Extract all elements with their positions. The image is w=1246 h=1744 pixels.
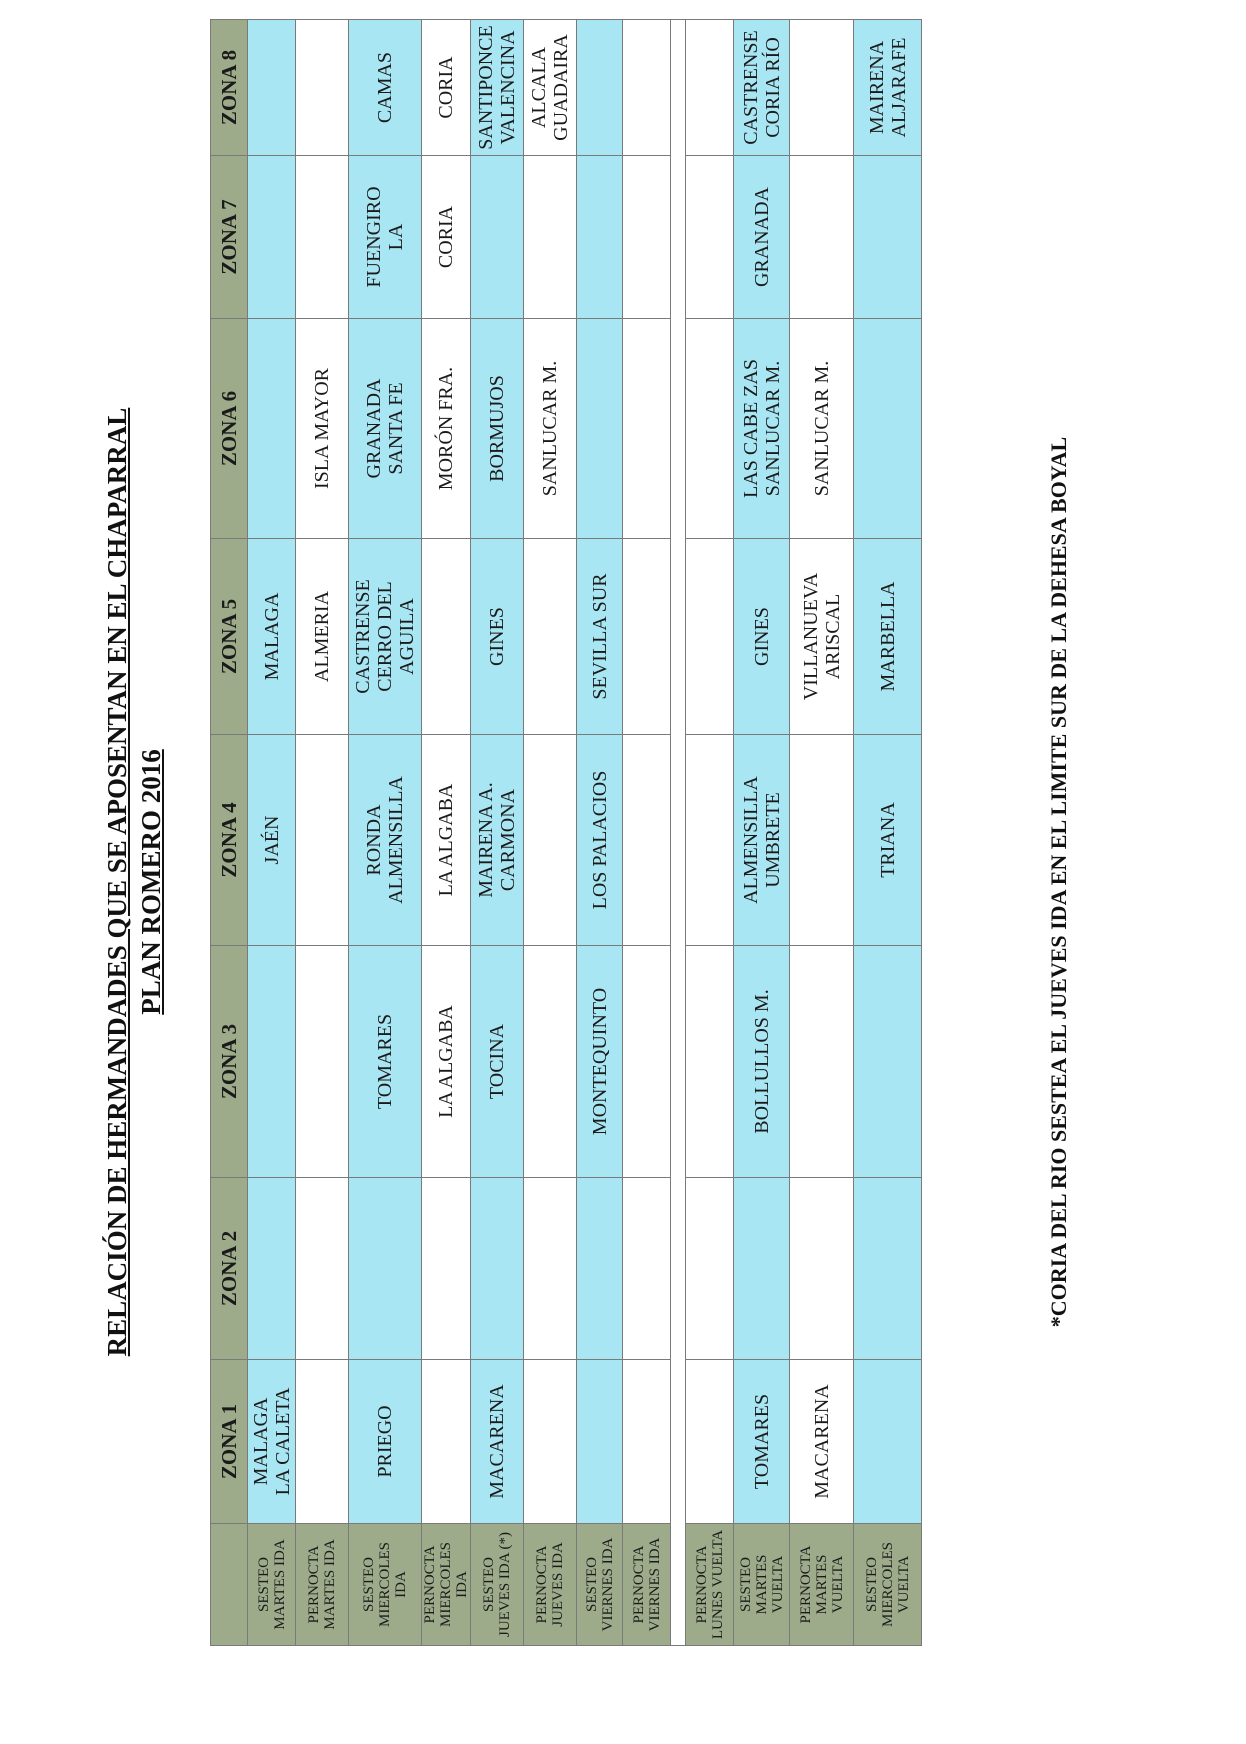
table-cell [248, 1360, 296, 1524]
cell-text: CAMAS [374, 51, 396, 124]
table-cell [248, 539, 296, 735]
table-cell [686, 156, 734, 319]
schedule-row [623, 20, 671, 1646]
table-cell [296, 20, 349, 156]
table-cell [734, 946, 790, 1178]
table-cell [296, 1360, 349, 1524]
cell-text: TOCINA [486, 1023, 508, 1100]
cell-text: CASTRENSE CORIA RÍO [739, 30, 784, 145]
table-cell [296, 1178, 349, 1360]
table-cell [422, 1360, 471, 1524]
table-cell [854, 319, 922, 539]
document-title: RELACIÓN DE HERMANDADES QUE SE APOSENTAN EN EL CHAPARRAL [102, 407, 132, 1357]
table-cell [577, 735, 623, 946]
schedule-row [349, 20, 422, 1646]
cell-text: ALMERIA [311, 590, 333, 683]
row-label [854, 1524, 922, 1646]
cell-text: TOMARES [750, 1393, 773, 1490]
table-cell [577, 20, 623, 156]
zone-header: ZONA 2 [211, 1178, 248, 1360]
row-label-text: SESTEO MIERCOLES IDA [361, 1542, 409, 1628]
cell-text: VILLANUEVA ARISCAL [799, 572, 844, 701]
row-label [296, 1524, 349, 1646]
table-cell [623, 20, 671, 156]
table-cell [422, 20, 471, 156]
cell-text: GINES [750, 607, 773, 666]
zone-header: ZONA 6 [211, 319, 248, 539]
table-cell [524, 1178, 577, 1360]
zone-header: ZONA 5 [211, 539, 248, 735]
table-cell [577, 156, 623, 319]
table-cell [686, 946, 734, 1178]
row-label-text: PERNOCTA MARTES IDA [306, 1539, 338, 1630]
row-label [686, 1524, 734, 1646]
cell-text: BOLLULLOS M. [750, 989, 773, 1134]
table-cell [734, 735, 790, 946]
cell-text: ALCALA GUADAIRA [528, 34, 572, 141]
cell-text: MONTEQUINTO [588, 987, 611, 1136]
cell-text: CASTRENSE CERRO DEL AGUILA [352, 579, 418, 694]
cell-text: CORIA [435, 205, 457, 269]
cell-text: TRIANA [876, 802, 899, 878]
zone-header: ZONA 4 [211, 735, 248, 946]
table-cell [349, 156, 422, 319]
zone-header-row [211, 20, 248, 1646]
table-cell [524, 156, 577, 319]
table-cell [623, 539, 671, 735]
table-cell [248, 20, 296, 156]
schedule-row [471, 20, 524, 1646]
table-cell [790, 1178, 854, 1360]
row-label-text: SESTEO MIERCOLES VUELTA [863, 1542, 912, 1628]
table-cell [524, 319, 577, 539]
table-cell [422, 156, 471, 319]
table-cell [471, 735, 524, 946]
rotated-document-sheet [100, 25, 1104, 1646]
table-cell [790, 319, 854, 539]
cell-text: SANTIPONCE VALENCINA [475, 25, 519, 150]
cell-text: ISLA MAYOR [311, 368, 333, 489]
row-label-text: PERNOCTA MIERCOLES IDA [422, 1542, 470, 1628]
table-cell [686, 1178, 734, 1360]
schedule-table [210, 19, 922, 1646]
schedule-row [577, 20, 623, 1646]
row-label-text: PERNOCTA MARTES VUELTA [797, 1545, 846, 1624]
table-cell [577, 1360, 623, 1524]
cell-text: MORÓN FRA. [435, 366, 457, 491]
table-cell [734, 1360, 790, 1524]
cell-text: ALMENSILLA UMBRETE [739, 776, 784, 904]
table-cell [471, 1360, 524, 1524]
table-cell [734, 539, 790, 735]
cell-text: MACARENA [486, 1384, 508, 1499]
cell-text: MAIRENA A. CARMONA [475, 782, 519, 898]
row-label-text: SESTEO VIERNES IDA [583, 1537, 616, 1632]
cell-text: SEVILLA SUR [588, 573, 611, 700]
table-cell [623, 1178, 671, 1360]
cell-text: MACARENA [810, 1384, 833, 1499]
schedule-row [296, 20, 349, 1646]
row-label [577, 1524, 623, 1646]
table-cell [854, 735, 922, 946]
zone-header: ZONA 3 [211, 946, 248, 1178]
schedule-row [524, 20, 577, 1646]
table-cell [577, 946, 623, 1178]
cell-text: TOMARES [374, 1013, 396, 1110]
table-cell [623, 946, 671, 1178]
table-cell [854, 156, 922, 319]
row-label [471, 1524, 524, 1646]
cell-text: LAS CABE ZAS SANLUCAR M. [739, 359, 784, 498]
table-cell [524, 20, 577, 156]
separator-cell [671, 20, 686, 1646]
schedule-row [686, 20, 734, 1646]
table-cell [734, 20, 790, 156]
table-cell [790, 20, 854, 156]
table-cell [686, 20, 734, 156]
cell-text: GRANADA [750, 187, 773, 287]
table-cell [422, 539, 471, 735]
table-cell [471, 20, 524, 156]
table-cell [790, 735, 854, 946]
row-label-text: PERNOCTA LUNES VUELTA [693, 1529, 726, 1640]
table-cell [734, 319, 790, 539]
row-label [248, 1524, 296, 1646]
table-cell [471, 1178, 524, 1360]
table-cell [734, 156, 790, 319]
table-cell [296, 735, 349, 946]
table-cell [349, 1178, 422, 1360]
table-cell [524, 539, 577, 735]
row-label-text: PERNOCTA VIERNES IDA [630, 1537, 663, 1632]
schedule-row [734, 20, 790, 1646]
table-cell [734, 1178, 790, 1360]
table-cell [248, 946, 296, 1178]
document-subtitle: PLAN ROMERO 2016 [136, 749, 166, 1015]
row-label [422, 1524, 471, 1646]
table-cell [790, 156, 854, 319]
table-cell [248, 156, 296, 319]
cell-text: FUENGIRO LA [363, 186, 407, 288]
schedule-row [422, 20, 471, 1646]
table-cell [349, 20, 422, 156]
table-cell [296, 156, 349, 319]
table-cell [854, 1360, 922, 1524]
table-cell [854, 1178, 922, 1360]
cell-text: SANLUCAR M. [810, 360, 833, 497]
cell-text: RONDA ALMENSILLA [363, 776, 407, 904]
row-label [349, 1524, 422, 1646]
table-cell [686, 735, 734, 946]
table-cell [471, 539, 524, 735]
table-cell [686, 319, 734, 539]
table-cell [577, 1178, 623, 1360]
table-cell [623, 319, 671, 539]
zone-header: ZONA 8 [211, 20, 248, 156]
table-cell [349, 946, 422, 1178]
footnote: *CORIA DEL RIO SESTEA EL JUEVES IDA EN EL LIMITE SUR DE LA DEHESA BOYAL [1046, 436, 1071, 1328]
table-cell [854, 539, 922, 735]
table-cell [349, 319, 422, 539]
zone-header: ZONA 1 [211, 1360, 248, 1524]
table-cell [349, 539, 422, 735]
table-cell [296, 946, 349, 1178]
table-cell [471, 156, 524, 319]
table-cell [248, 1178, 296, 1360]
cell-text: GINES [486, 607, 508, 666]
cell-text: MAIRENA ALJARAFE [865, 37, 910, 138]
table-cell [623, 156, 671, 319]
row-label-text: PERNOCTA JUEVES IDA [534, 1542, 566, 1627]
table-cell [577, 319, 623, 539]
table-cell [349, 1360, 422, 1524]
table-cell [296, 539, 349, 735]
cell-text: MALAGA [260, 592, 283, 681]
cell-text: LA ALGABA [435, 783, 457, 897]
schedule-row [854, 20, 922, 1646]
cell-text: JAÉN [260, 815, 283, 865]
cell-text: LA ALGABA [435, 1005, 457, 1118]
schedule-row [248, 20, 296, 1646]
table-cell [577, 539, 623, 735]
table-cell [854, 946, 922, 1178]
table-cell [623, 735, 671, 946]
row-label-text: SESTEO MARTES IDA [255, 1539, 288, 1630]
table-cell [524, 946, 577, 1178]
title-block [100, 118, 168, 1646]
schedule-row [790, 20, 854, 1646]
row-label [734, 1524, 790, 1646]
table-cell [422, 946, 471, 1178]
table-cell [790, 1360, 854, 1524]
table-cell [524, 735, 577, 946]
table-cell [790, 946, 854, 1178]
cell-text: SANLUCAR M. [539, 360, 561, 497]
cell-text: CORIA [435, 56, 457, 119]
table-cell [790, 539, 854, 735]
table-cell [248, 735, 296, 946]
cell-text: PRIEGO [374, 1405, 396, 1478]
section-separator [671, 20, 686, 1646]
table-cell [686, 1360, 734, 1524]
cell-text: MARBELLA [876, 581, 899, 692]
cell-text: BORMUJOS [486, 375, 508, 482]
corner-cell [211, 1524, 248, 1646]
table-cell [686, 539, 734, 735]
table-cell [422, 319, 471, 539]
row-label-text: SESTEO MARTES VUELTA [737, 1554, 786, 1615]
table-cell [471, 319, 524, 539]
cell-text: MALAGA LA CALETA [249, 1387, 294, 1496]
zone-header: ZONA 7 [211, 156, 248, 319]
table-cell [422, 1178, 471, 1360]
table-cell [471, 946, 524, 1178]
table-cell [248, 319, 296, 539]
table-cell [623, 1360, 671, 1524]
row-label [790, 1524, 854, 1646]
table-cell [296, 319, 349, 539]
cell-text: LOS PALACIOS [588, 770, 611, 910]
row-label [623, 1524, 671, 1646]
row-label [524, 1524, 577, 1646]
cell-text: GRANADA SANTA FE [363, 378, 407, 479]
table-cell [854, 20, 922, 156]
row-label-text: SESTEO JUEVES IDA (*) [481, 1532, 513, 1637]
table-cell [349, 735, 422, 946]
table-cell [524, 1360, 577, 1524]
table-cell [422, 735, 471, 946]
